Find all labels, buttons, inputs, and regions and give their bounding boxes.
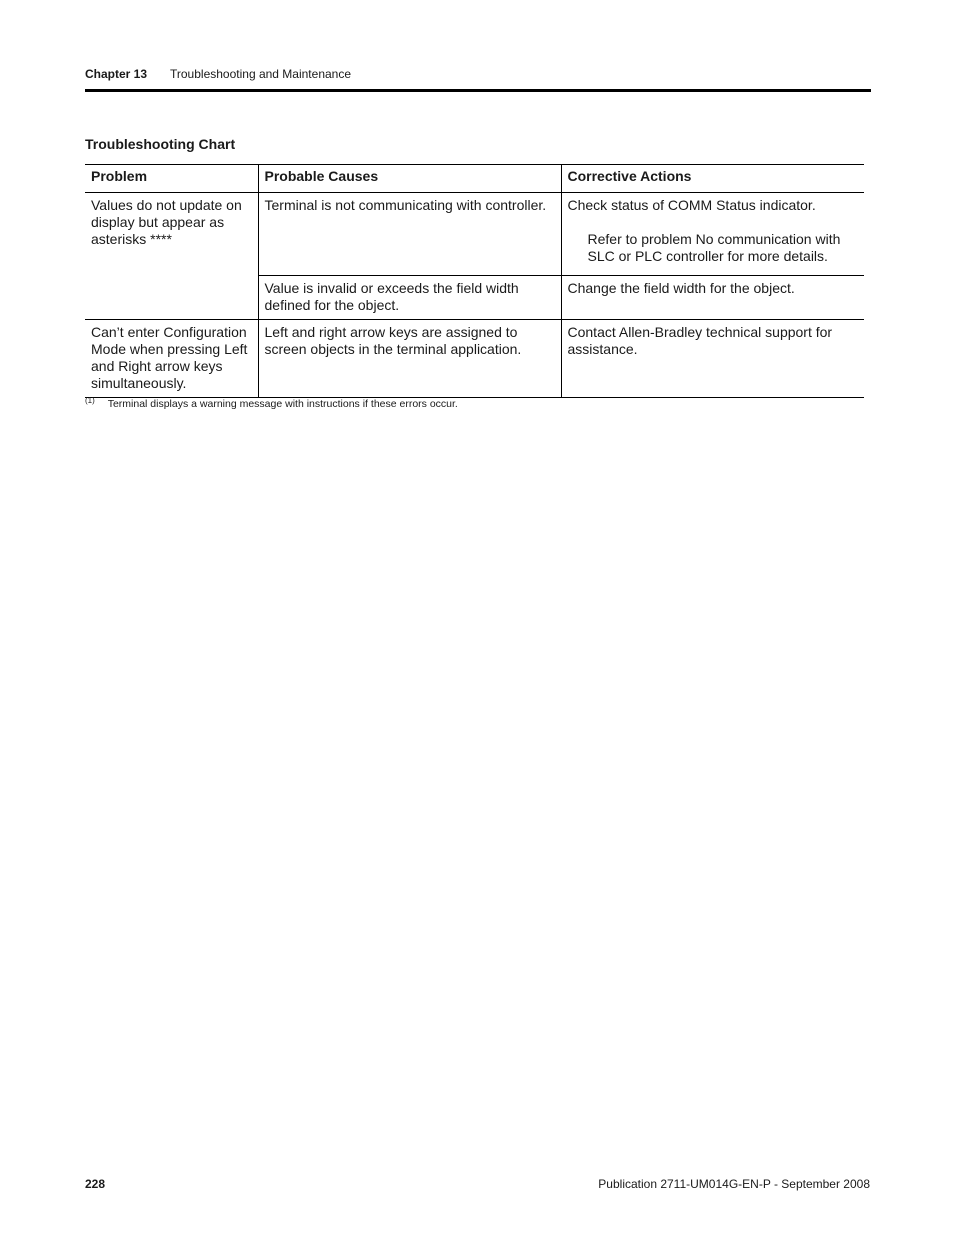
page-number: 228 — [85, 1177, 106, 1191]
chapter-title: Troubleshooting and Maintenance — [170, 67, 352, 81]
troubleshooting-table — [85, 164, 864, 398]
cause-cell — [258, 193, 561, 276]
action-cell: Contact Allen-Bradley technical support for assistance. — [561, 320, 864, 398]
table-row — [85, 320, 864, 398]
action-text: Check status of COMM Status indicator. — [567, 197, 816, 213]
problem-cell: Values do not update on display but appear as asterisks **** — [91, 197, 242, 247]
table-row — [85, 193, 864, 276]
header-rule — [85, 89, 871, 92]
action-cell — [561, 193, 864, 276]
action-reference: Refer to problem No communication with SLC or PLC controller for more details. — [587, 231, 841, 264]
cause-text: Terminal is not communicating with controller. — [264, 197, 547, 213]
footnote-marker: (1) — [85, 396, 95, 405]
problem-cell: Can’t enter Configuration Mode when pressing Left and Right arrow keys simultaneously. — [91, 324, 248, 391]
column-header-causes: Probable Causes — [258, 165, 561, 193]
cause-cell: Value is invalid or exceeds the field width defined for the object. — [258, 276, 561, 320]
footnote — [85, 398, 458, 410]
publication-info: Publication 2711-UM014G-EN-P - September 2008 — [598, 1177, 870, 1191]
column-header-actions: Corrective Actions — [561, 165, 864, 193]
action-cell: Change the field width for the object. — [561, 276, 864, 320]
column-header-problem: Problem — [91, 168, 148, 184]
table-title: Troubleshooting Chart — [85, 136, 236, 152]
table-header-row — [85, 165, 864, 193]
cause-cell: Left and right arrow keys are assigned to screen objects in the terminal application. — [258, 320, 561, 398]
chapter-label: Chapter 13 — [85, 67, 148, 81]
footnote-text: Terminal displays a warning message with instructions if these errors occur. — [107, 398, 458, 410]
